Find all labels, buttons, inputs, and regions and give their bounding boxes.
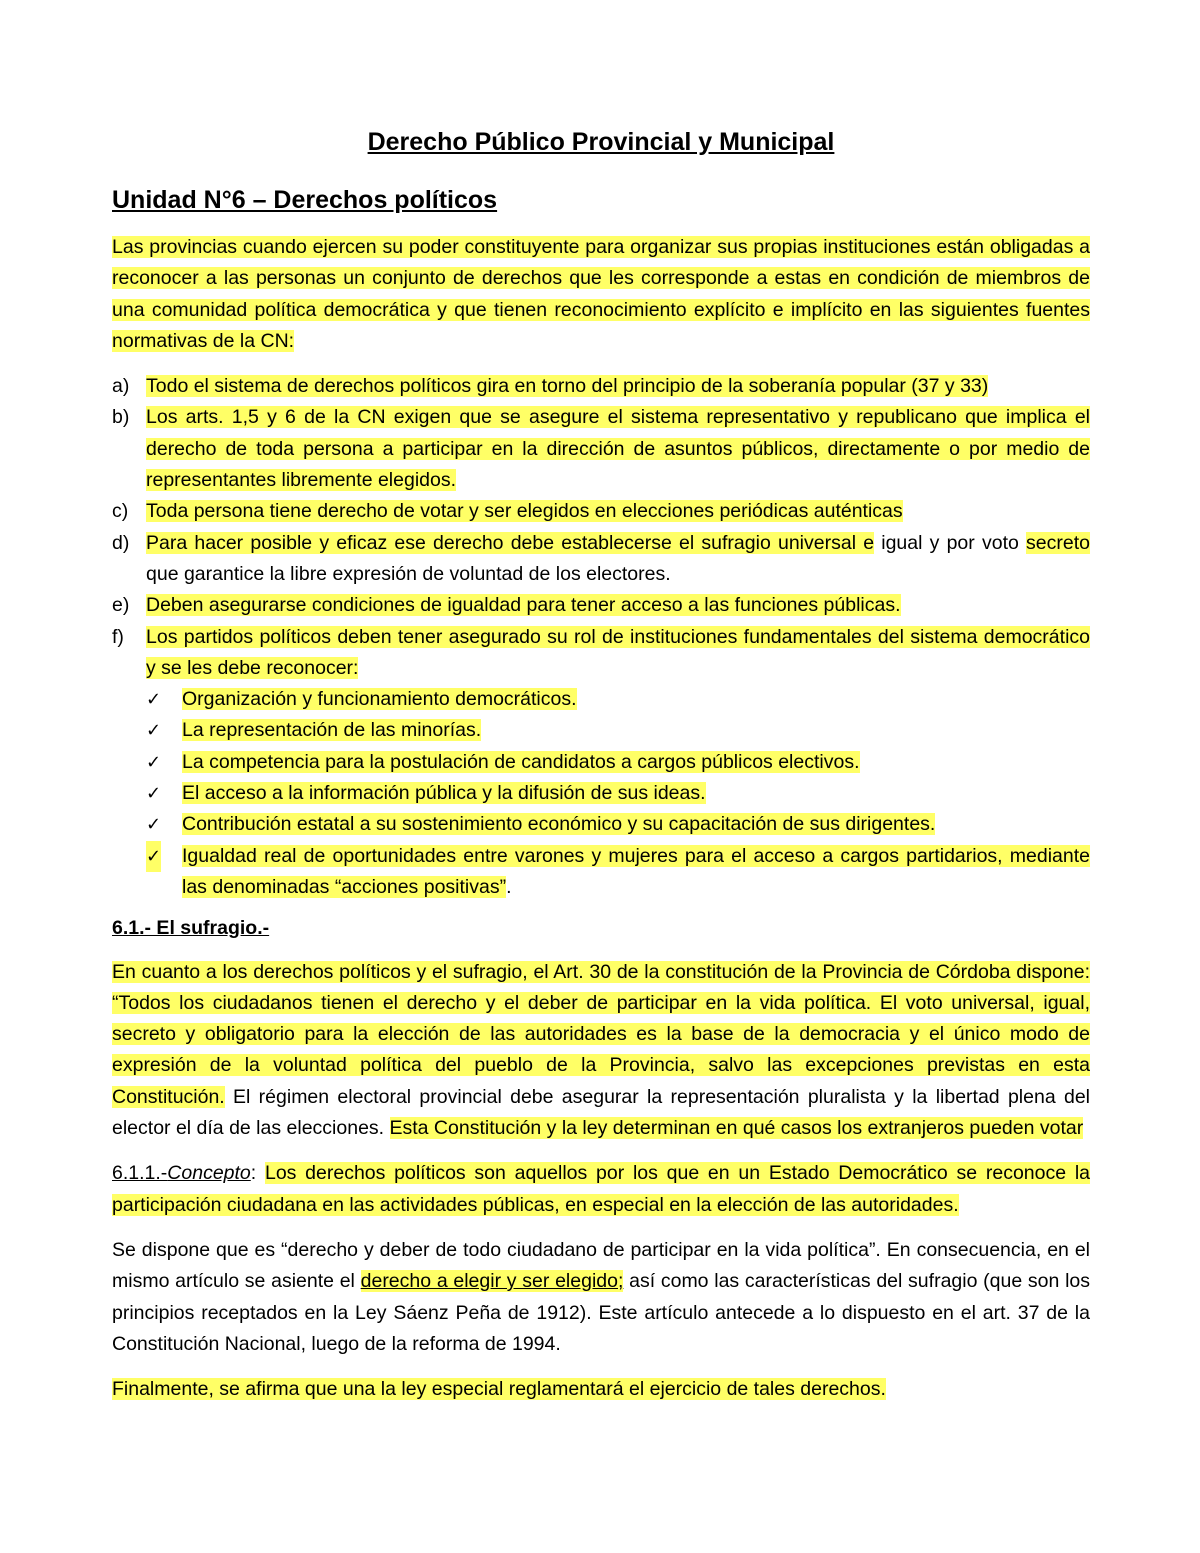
dispone-paragraph [112, 1235, 1090, 1360]
concept-separator: : [250, 1162, 265, 1185]
checkmark-icon: ✓ [146, 720, 162, 742]
list-marker: b) [112, 406, 130, 429]
dispone-text: Se dispone que es “derecho y deber de todo ciudadano de participar en la vida política”. En consecuencia, en el mismo artículo se asiente el [112, 1238, 1090, 1293]
document-page [112, 122, 1090, 1419]
sufragio-text-highlighted: Esta Constitución y la ley determinan en qué casos los extranjeros pueden votar [389, 1117, 1084, 1140]
concept-label: Concepto [167, 1162, 251, 1185]
list-item-text-highlighted: Para hacer posible y eficaz ese derecho debe establecerse el sufragio universal e [146, 531, 875, 554]
checkmark-icon: ✓ [146, 783, 162, 805]
list-marker: d) [112, 531, 130, 554]
check-item-text: Igualdad real de oportunidades entre varones y mujeres para el acceso a cargos partidarios, mediante las denominadas “acciones positivas” [182, 844, 1090, 898]
concept-number: 6.1.1.- [112, 1162, 168, 1185]
sufragio-paragraph [112, 957, 1090, 1145]
list-item [112, 402, 1090, 496]
list-item-text-highlighted: secreto [1026, 531, 1090, 554]
check-item [146, 809, 1090, 840]
list-item-text: Los partidos políticos deben tener asegurado su rol de instituciones fundamentales del sistema democrático y se les debe reconocer: [146, 625, 1090, 679]
list-item-text: Deben asegurarse condiciones de igualdad para tener acceso a las funciones públicas. [146, 594, 901, 617]
party-rights-checklist [146, 684, 1090, 903]
list-marker: f) [112, 625, 124, 648]
concept-paragraph [112, 1158, 1090, 1221]
list-item-text-plain: que garantice la libre expresión de voluntad de los electores. [146, 562, 671, 585]
check-item-text: La competencia para la postulación de candidatos a cargos públicos electivos. [182, 750, 860, 773]
list-item-text: Todo el sistema de derechos políticos gira en torno del principio de la soberanía popular (37 y 33) [146, 375, 989, 398]
checkmark-icon: ✓ [146, 841, 161, 872]
unit-heading: Unidad N°6 – Derechos políticos [112, 186, 498, 214]
rights-list [112, 371, 1090, 903]
final-paragraph [112, 1374, 1090, 1405]
list-item [112, 371, 1090, 402]
list-item [112, 622, 1090, 904]
check-item-tail: . [506, 875, 512, 898]
checkmark-icon: ✓ [146, 751, 162, 773]
check-item [146, 778, 1090, 809]
check-item [146, 841, 1090, 904]
dispone-underlined-text: derecho a elegir y ser elegido; [360, 1270, 624, 1293]
check-item-text: Contribución estatal a su sostenimiento económico y su capacitación de sus dirigentes. [182, 813, 936, 836]
dispone-text: así como las características del sufragio (que son los principios receptados en la Ley Sáenz Peña de 1912). Este artículo antecede a lo dispuesto en el art. 37 de la Constitución Nacional, luego de la reforma de 1994. [112, 1270, 1090, 1355]
check-item-text: La representación de las minorías. [182, 719, 482, 742]
list-item [112, 496, 1090, 527]
list-item-text: Los arts. 1,5 y 6 de la CN exigen que se asegure el sistema representativo y republicano que implica el derecho de toda persona a participar en la dirección de asuntos públicos, directamente o por medio de representantes libremente elegidos. [146, 406, 1090, 492]
check-item [146, 747, 1090, 778]
list-item [112, 590, 1090, 621]
list-item-text-plain: igual y por voto [874, 531, 1027, 554]
intro-paragraph [112, 232, 1090, 357]
document-title: Derecho Público Provincial y Municipal [367, 128, 835, 156]
check-item-text: El acceso a la información pública y la difusión de sus ideas. [182, 782, 706, 805]
concept-text: Los derechos políticos son aquellos por los que en un Estado Democrático se reconoce la participación ciudadana en las actividades públicas, en especial en la elección de las autoridades. [112, 1162, 1091, 1216]
list-marker: e) [112, 594, 130, 617]
final-text: Finalmente, se afirma que una la ley especial reglamentará el ejercicio de tales derechos. [112, 1378, 886, 1401]
sufragio-text-highlighted: En cuanto a los derechos políticos y el sufragio, el Art. 30 de la constitución de la Provincia de Córdoba dispone: “Todos los ciudadanos tienen el derecho y el deber de participar en la vida política. El voto universal, igual, secreto y obligatorio para la elección de las autoridades es la base de la democracia y el único modo de expresión de la voluntad política del pueblo de la Provincia, salvo las excepciones previstas en esta Constitución. [112, 960, 1090, 1108]
check-item-text: Organización y funcionamiento democráticos. [182, 688, 577, 711]
list-item-text: Toda persona tiene derecho de votar y ser elegidos en elecciones periódicas auténticas [146, 500, 903, 523]
checkmark-icon: ✓ [146, 689, 162, 711]
intro-text: Las provincias cuando ejercen su poder constituyente para organizar sus propias instituciones están obligadas a reconocer a las personas un conjunto de derechos que les corresponde a estas en condición de miembros de una comunidad política democrática y que tienen reconocimiento explícito e implícito en las siguientes fuentes normativas de la CN: [112, 236, 1090, 352]
list-marker: c) [112, 500, 129, 523]
list-item [112, 528, 1090, 591]
section-heading-sufragio: 6.1.- El sufragio.- [112, 917, 270, 940]
checkmark-icon: ✓ [146, 814, 162, 836]
sufragio-text-plain: El régimen electoral provincial debe asegurar la representación pluralista y la libertad plena del elector el día de las elecciones. [112, 1085, 1090, 1140]
list-marker: a) [112, 375, 130, 398]
check-item [146, 684, 1090, 715]
check-item [146, 715, 1090, 746]
